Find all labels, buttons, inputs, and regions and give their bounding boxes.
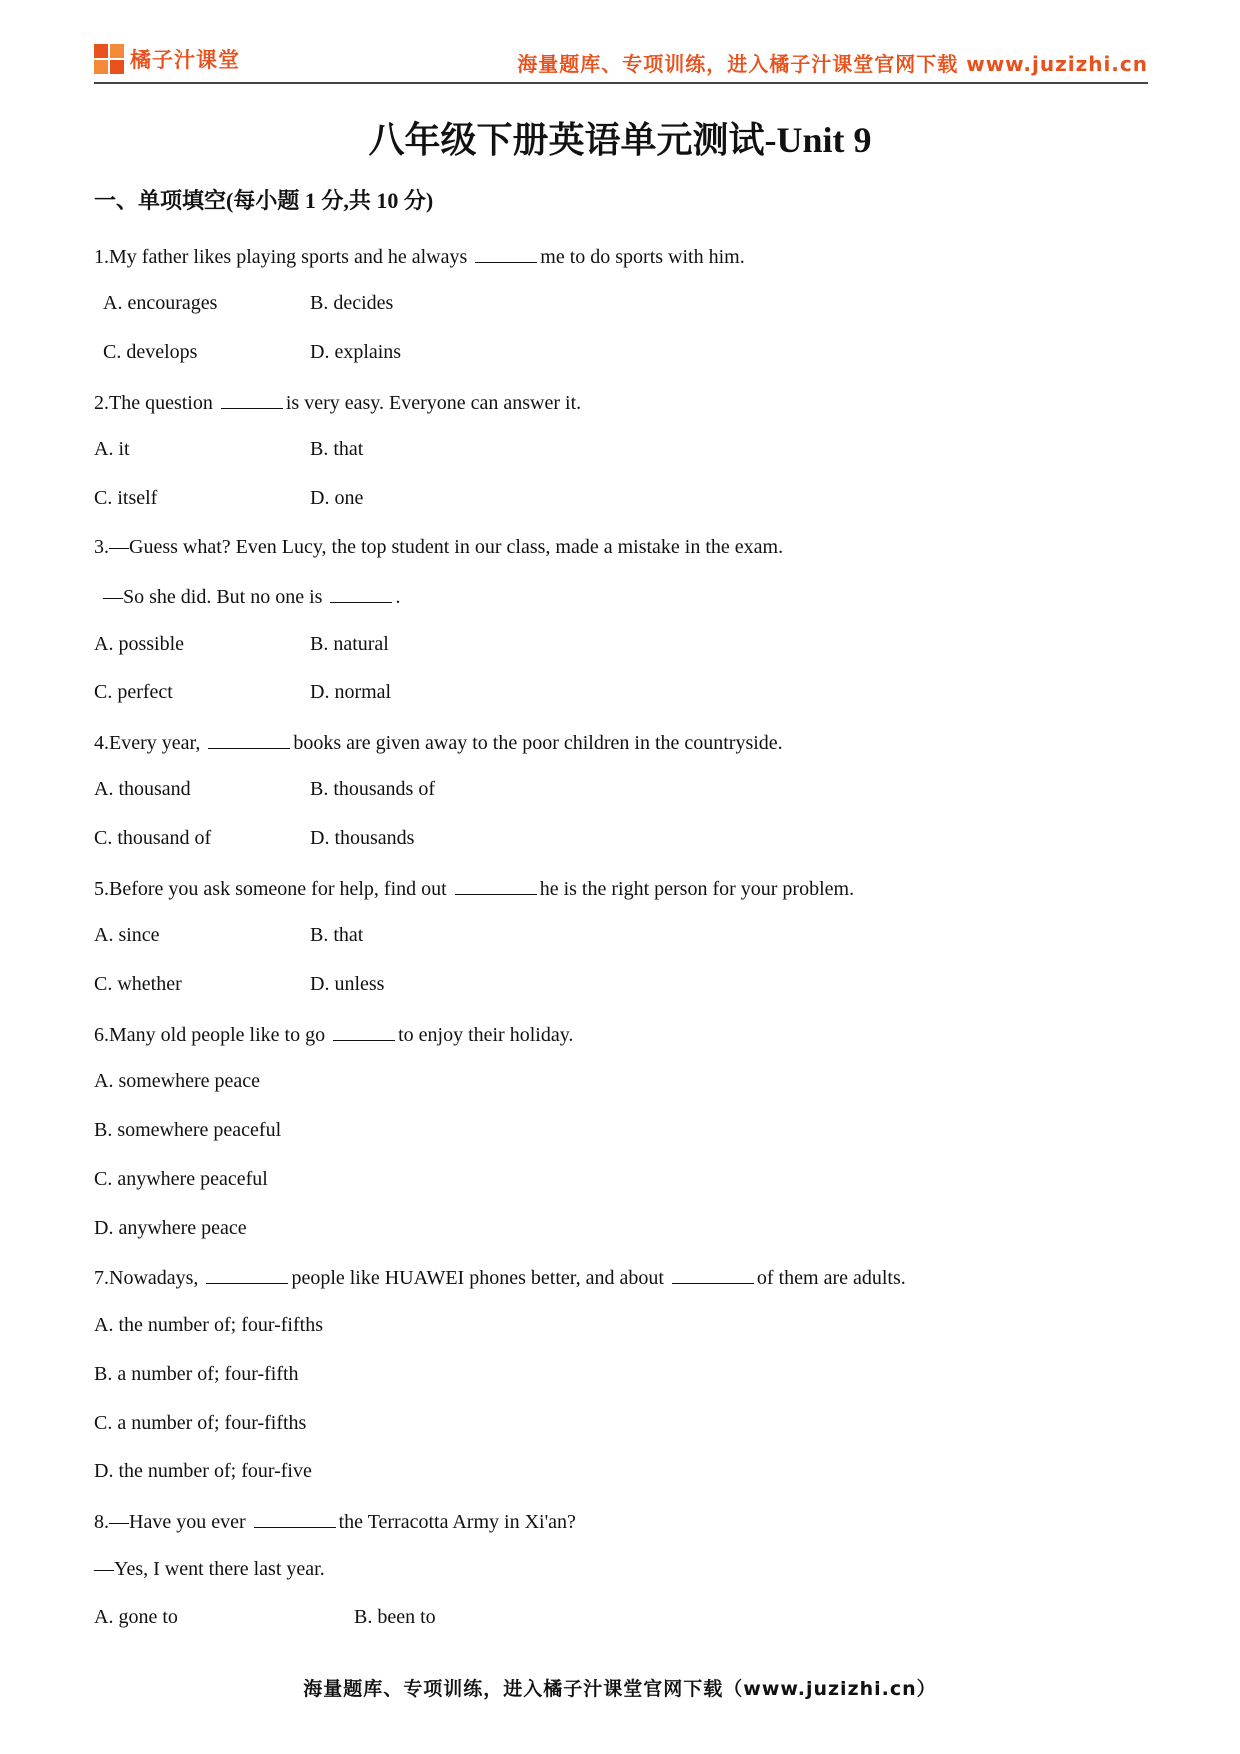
question-8-option-b: B. been to [354,1606,436,1628]
question-1-stem: 1.My father likes playing sports and he always me to do sports with him. [94,246,745,268]
question-1-option-b: B. decides [310,292,394,314]
question-5-option-a: A. since [94,924,160,946]
question-7-option-c: C. a number of; four-fifths [94,1412,307,1434]
question-8-reply: —Yes, I went there last year. [94,1558,325,1580]
question-3-option-d: D. normal [310,681,392,703]
page-footer: 海量题库、专项训练，进入橘子汁课堂官网下载（www.juzizhi.cn） [303,1678,937,1700]
question-2-option-d: D. one [310,487,364,509]
answer-blank [221,390,283,409]
section-heading: 一、单项填空(每小题 1 分,共 10 分) [94,188,434,213]
question-5-option-c: C. whether [94,973,182,995]
question-6-option-c: C. anywhere peaceful [94,1168,268,1190]
question-5-option-b: B. that [310,924,364,946]
answer-blank [206,1265,288,1284]
question-7-stem: 7.Nowadays, people like HUAWEI phones better, and about of them are adults. [94,1267,906,1289]
question-4-option-a: A. thousand [94,778,191,800]
question-6-option-d: D. anywhere peace [94,1217,247,1239]
header-slogan: 海量题库、专项训练，进入橘子汁课堂官网下载 www.juzizhi.cn [517,52,1148,76]
question-5-stem: 5.Before you ask someone for help, find out he is the right person for your problem. [94,878,855,900]
page-header [94,40,1148,82]
question-3-option-a: A. possible [94,633,184,655]
question-4-option-c: C. thousand of [94,827,212,849]
question-3-option-b: B. natural [310,633,389,655]
question-2-option-a: A. it [94,438,130,460]
answer-blank [208,730,290,749]
question-2-stem: 2.The question is very easy. Everyone can answer it. [94,392,582,414]
question-3-option-c: C. perfect [94,681,173,703]
question-1-option-d: D. explains [310,341,402,363]
answer-blank [475,244,537,263]
logo [94,44,240,74]
question-5-option-d: D. unless [310,973,385,995]
logo-icon [94,44,124,74]
header-divider [94,82,1148,84]
question-7-option-a: A. the number of; four-fifths [94,1314,323,1336]
question-6-stem: 6.Many old people like to go to enjoy their holiday. [94,1024,574,1046]
page-title: 八年级下册英语单元测试-Unit 9 [368,120,872,160]
answer-blank [330,584,392,603]
question-8-option-a: A. gone to [94,1606,178,1628]
question-1-option-c: C. develops [103,341,198,363]
question-3-reply: —So she did. But no one is . [103,586,401,608]
question-2-option-c: C. itself [94,487,158,509]
question-6-option-b: B. somewhere peaceful [94,1119,282,1141]
question-7-option-b: B. a number of; four-fifth [94,1363,299,1385]
question-6-option-a: A. somewhere peace [94,1070,261,1092]
answer-blank [333,1022,395,1041]
answer-blank [455,876,537,895]
question-4-option-d: D. thousands [310,827,415,849]
answer-blank [672,1265,754,1284]
question-7-option-d: D. the number of; four-five [94,1460,312,1482]
question-1-option-a: A. encourages [103,292,218,314]
question-8-stem: 8.—Have you ever the Terracotta Army in Xi'an? [94,1511,576,1533]
question-4-stem: 4.Every year, books are given away to the poor children in the countryside. [94,732,783,754]
question-4-option-b: B. thousands of [310,778,435,800]
logo-text: 橘子汁课堂 [130,48,240,72]
question-2-option-b: B. that [310,438,364,460]
answer-blank [254,1509,336,1528]
question-3-stem: 3.—Guess what? Even Lucy, the top student in our class, made a mistake in the exam. [94,536,784,558]
